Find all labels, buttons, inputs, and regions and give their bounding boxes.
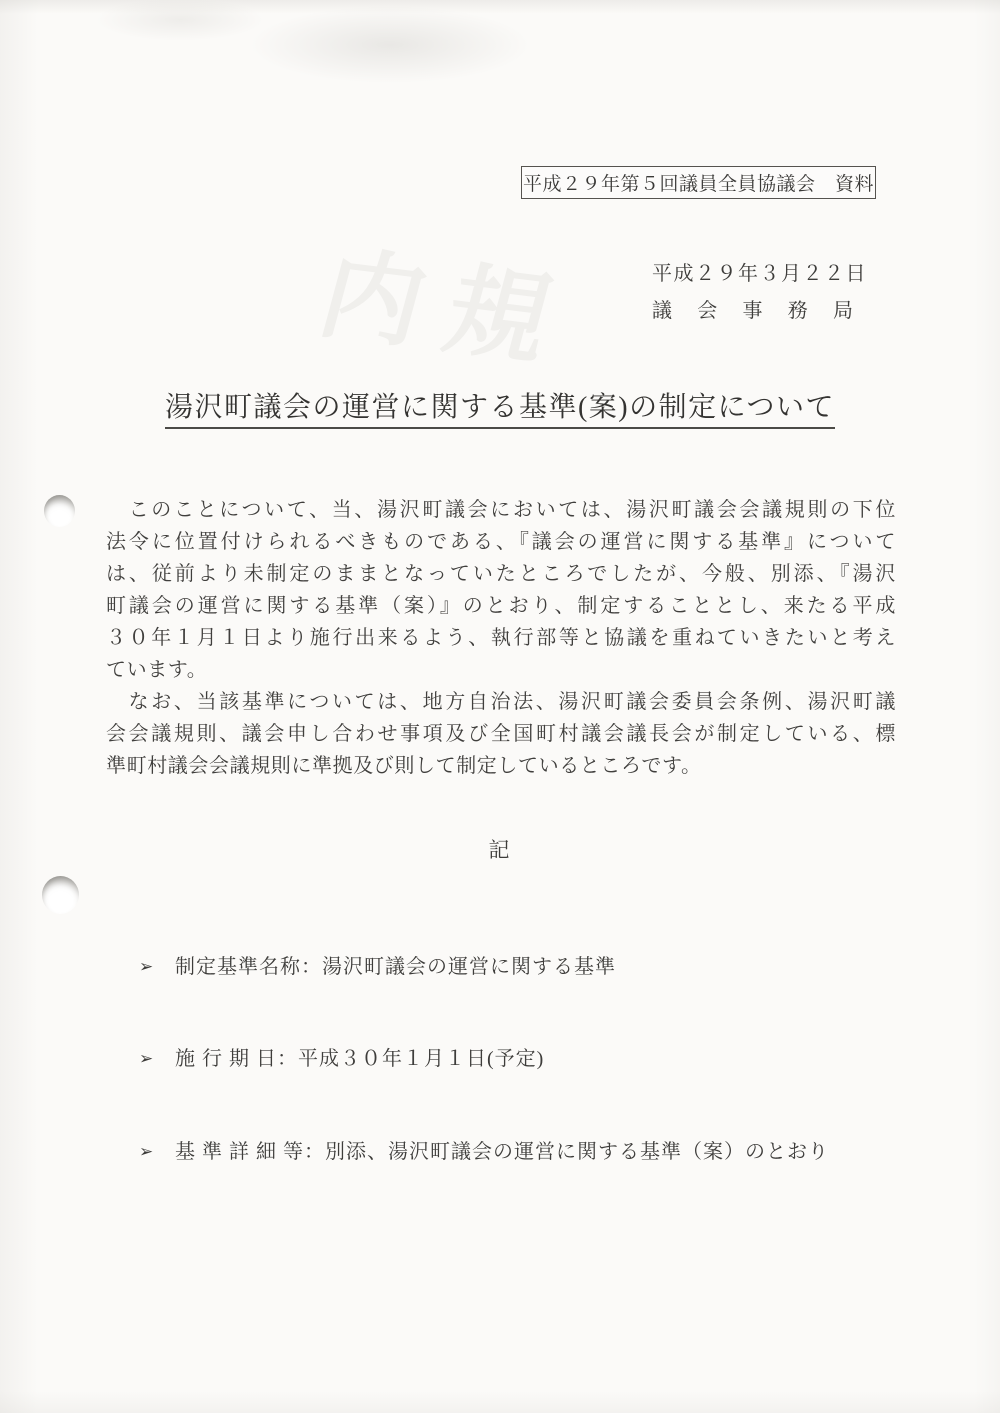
bullet-text: 基 準 詳 細 等：別添、湯沢町議会の運営に関する基準（案）のとおり bbox=[175, 1141, 829, 1163]
body-line: は、従前より未制定のままとなっていたところでしたが、今般、別添、『湯沢 bbox=[106, 563, 896, 585]
document-title: 湯沢町議会の運営に関する基準(案)の制定について bbox=[0, 385, 1000, 425]
body-line: ています。 bbox=[106, 659, 208, 681]
meeting-resource-label: 平成２９年第５回議員全員協議会 資料 bbox=[522, 174, 874, 195]
punch-hole-bottom bbox=[42, 876, 79, 914]
arrowhead-bullet-icon: ➢ bbox=[139, 957, 154, 977]
body-line: ３０年１月１日より施行出来るよう、執行部等と協議を重ねていきたいと考え bbox=[106, 627, 896, 649]
body-line: このことについて、当、湯沢町議会においては、湯沢町議会会議規則の下位 bbox=[106, 499, 896, 521]
arrowhead-bullet-icon: ➢ bbox=[139, 1049, 154, 1069]
arrowhead-bullet-icon: ➢ bbox=[139, 1142, 154, 1162]
bullet-item-effective-date bbox=[139, 1044, 544, 1074]
body-line: 法令に位置付けられるべきものである、『議会の運営に関する基準』について bbox=[106, 531, 896, 553]
issuing-office: 議会事務局 bbox=[652, 300, 853, 322]
bleedthrough-watermark: 内規 bbox=[308, 238, 589, 379]
body-line: 町議会の運営に関する基準（案）』のとおり、制定することとし、来たる平成 bbox=[106, 595, 896, 617]
bullet-item-standard-name bbox=[139, 952, 616, 982]
bullet-text: 制定基準名称：湯沢町議会の運営に関する基準 bbox=[175, 956, 616, 978]
meeting-resource-label-box bbox=[521, 166, 876, 199]
punch-hole-top bbox=[44, 495, 75, 527]
body-line: 会会議規則、議会申し合わせ事項及び全国町村議会議長会が制定している、標 bbox=[106, 723, 896, 745]
body-line: なお、当該基準については、地方自治法、湯沢町議会委員会条例、湯沢町議 bbox=[106, 691, 896, 713]
body-text bbox=[106, 494, 896, 782]
bullet-item-standard-details bbox=[139, 1137, 829, 1167]
body-line: 準町村議会会議規則に準拠及び則して制定しているところです。 bbox=[106, 755, 702, 777]
date-block bbox=[652, 257, 872, 323]
document-date: 平成２９年３月２２日 bbox=[652, 263, 867, 285]
ki-heading: 記 bbox=[488, 838, 512, 862]
bullet-text: 施 行 期 日：平成３０年１月１日(予定) bbox=[175, 1048, 545, 1070]
